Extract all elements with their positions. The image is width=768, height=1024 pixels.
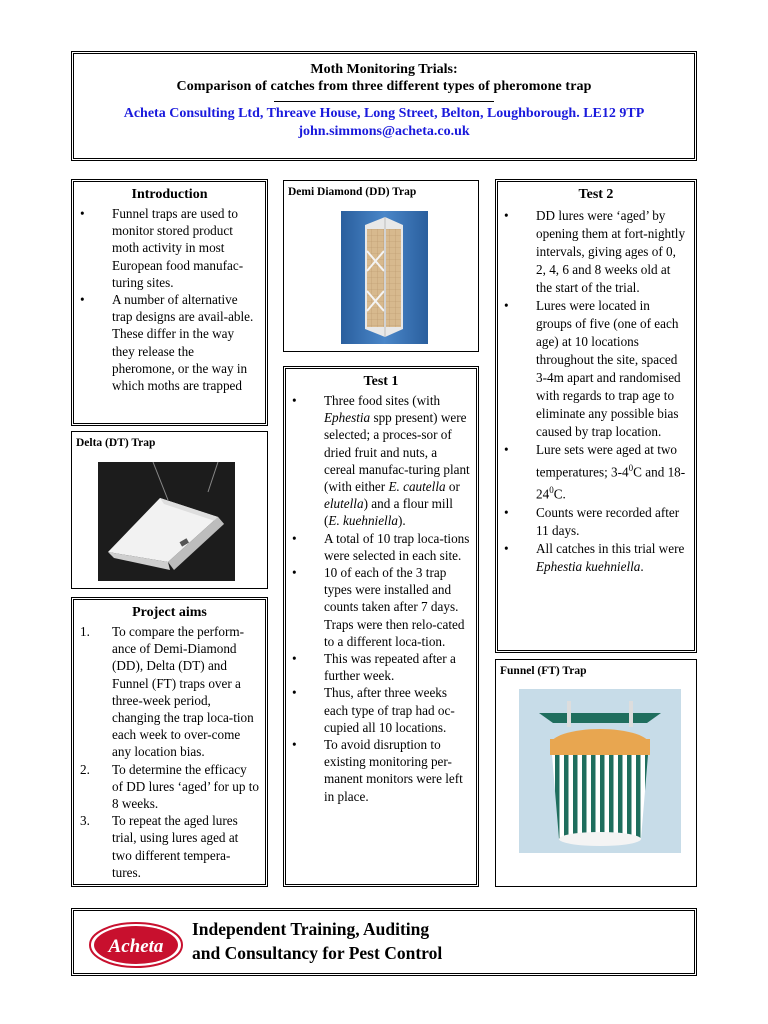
- project-aims-title: Project aims: [132, 605, 207, 620]
- introduction-box: [71, 179, 268, 426]
- list-item: • To avoid disruption to existing monitoring per-manent monitors were left in place.: [286, 736, 476, 805]
- project-aims-box: [71, 597, 268, 887]
- delta-trap-photo: [98, 462, 235, 581]
- demi-trap-box: [283, 180, 479, 352]
- funnel-trap-caption: Funnel (FT) Trap: [500, 665, 587, 677]
- funnel-trap-photo: [519, 689, 681, 853]
- funnel-trap-box: [495, 659, 697, 887]
- contact-email[interactable]: john.simmons@acheta.co.uk: [298, 124, 470, 139]
- test1-list: [286, 392, 476, 805]
- list-item: • A number of alternative trap designs are avail-able. These differ in the way they release the pheromone, or the way in which moths are trapped: [74, 291, 265, 394]
- header-box: [71, 51, 697, 161]
- list-item: • Lure sets were aged at two temperatures; $3-4^0C$ and $18-24^0C$.: [498, 441, 694, 504]
- delta-trap-caption: Delta (DT) Trap: [76, 437, 156, 449]
- list-item: • DD lures were ‘aged’ by opening them at fort-nightly intervals, giving ages of 0, 2, 4, 6 and 8 weeks old at the start of the trial.: [498, 207, 694, 297]
- list-item: • Funnel traps are used to monitor stored product moth activity in most European food manufac-turing sites.: [74, 205, 265, 291]
- test2-title: Test 2: [578, 187, 614, 202]
- page-title: Moth Monitoring Trials:: [310, 62, 458, 77]
- demi-trap-caption: Demi Diamond (DD) Trap: [288, 186, 417, 198]
- list-item: • 10 of each of the 3 trap types were installed and counts taken after 7 days. Traps were then relo-cated to a different loca-tion.: [286, 564, 476, 650]
- page-subtitle: Comparison of catches from three different types of pheromone trap: [176, 79, 592, 94]
- list-item: • This was repeated after a further week.: [286, 650, 476, 684]
- test2-list: [498, 207, 694, 576]
- acheta-logo: [88, 921, 184, 969]
- footer-box: [71, 908, 697, 976]
- test1-box: [283, 366, 479, 887]
- list-item: • Lures were located in groups of five (one of each age) at 10 locations throughout the site, spaced 3-4m apart and randomised with regards to trap age to eliminate any possible bias caused by trap location.: [498, 297, 694, 441]
- list-item: • Counts were recorded after 11 days.: [498, 504, 694, 540]
- list-item: 3. To repeat the aged lures trial, using lures aged at two different tempera-tures.: [80, 813, 239, 880]
- list-item: 1. To compare the perform-ance of Demi-Diamond (DD), Delta (DT) and Funnel (FT) traps over a three-week period, changing the trap loca-tion each week to over-come any location bias.: [80, 624, 254, 760]
- test2-box: [495, 179, 697, 653]
- test1-title: Test 1: [363, 374, 399, 389]
- list-item: • Thus, after three weeks each type of trap had oc-cupied all 10 locations.: [286, 684, 476, 736]
- svg-text:Acheta: Acheta: [108, 936, 164, 957]
- list-item: • Three food sites (with Ephestia spp present) were selected; a proces-sor of dried fruit and nuts, a cereal manufac-turing plant (with either E. cautella or elutella) and a flour mill (E. kuehniella).: [286, 392, 476, 530]
- list-item: • All catches in this trial were Ephestia kuehniella.: [498, 540, 694, 576]
- introduction-list: [74, 205, 265, 394]
- header-divider: [274, 101, 494, 102]
- list-item: • A total of 10 trap loca-tions were selected in each site.: [286, 530, 476, 564]
- list-item: 2. To determine the efficacy of DD lures ‘aged’ for up to 8 weeks.: [80, 761, 259, 812]
- delta-trap-box: [71, 431, 268, 589]
- project-aims-list: [74, 623, 265, 881]
- introduction-title: Introduction: [131, 187, 208, 202]
- demi-trap-photo: [341, 211, 428, 344]
- company-address: Acheta Consulting Ltd, Threave House, Long Street, Belton, Loughborough. LE12 9TP: [123, 106, 645, 121]
- footer-tagline: Independent Training, Auditing and Consultancy for Pest Control: [192, 919, 443, 963]
